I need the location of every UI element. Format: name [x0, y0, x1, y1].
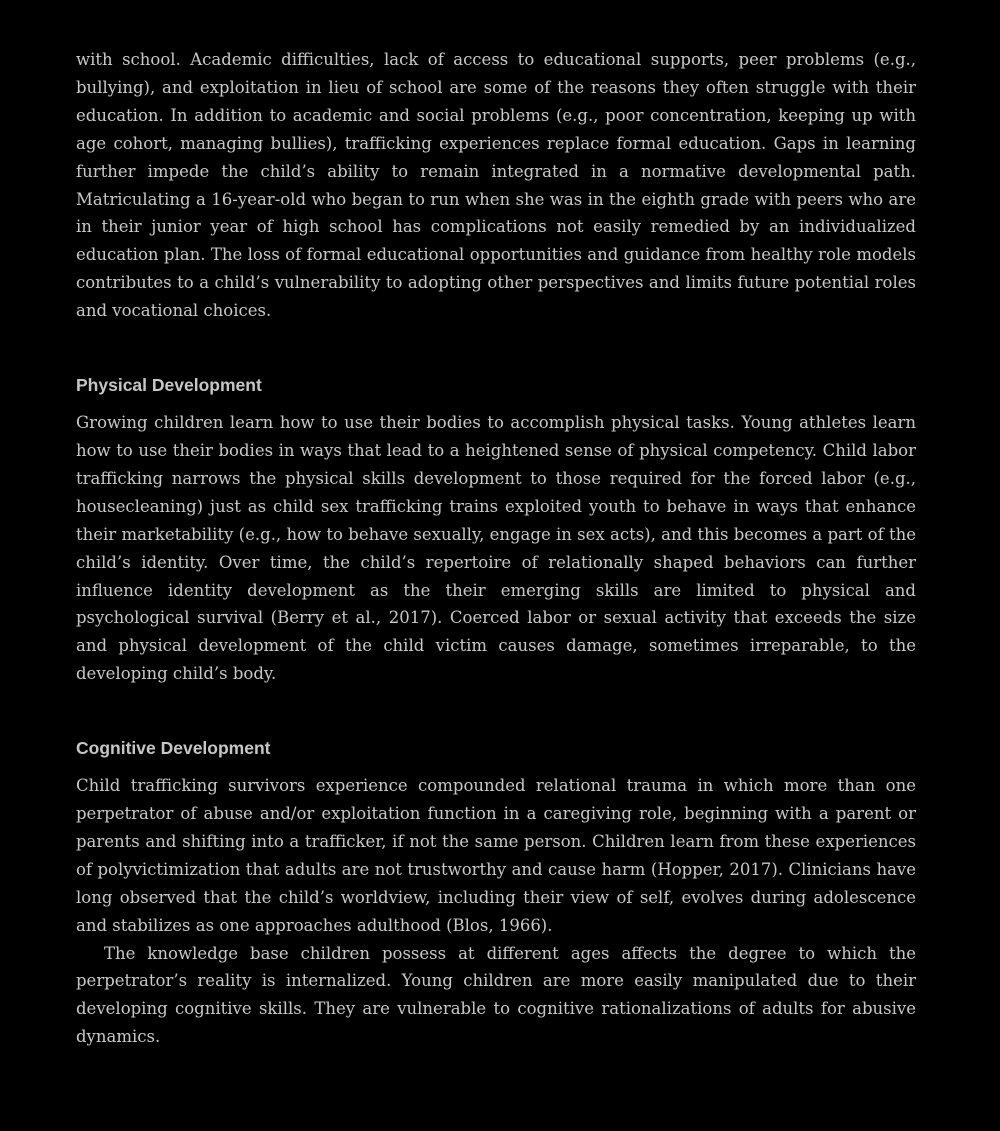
heading-physical-development: Physical Development — [76, 375, 262, 396]
physical-development-paragraph: Growing children learn how to use their bodies to accomplish physical tasks. Young athletes learn how to use their bodies in ways that lead to a heightened sense of physical competency. Child labor trafficking narrows the physical skills development to those required for the forced labor (e.g., housecleaning) just as child sex trafficking trains exploited youth to behave in ways that enhance their marketability (e.g., how to behave sexually, engage in sex acts), and this becomes a part of the child’s identity. Over time, the child’s repertoire of relationally shaped behaviors can further influence identity development as the their emerging skills are limited to physical and psychological survival (Berry et al., 2017). Coerced labor or sexual activity that exceeds the size and physical development of the child victim causes damage, sometimes irreparable, to the developing child’s body. — [76, 413, 916, 684]
intro-paragraph: with school. Academic difficulties, lack of access to educational supports, peer problems (e.g., bullying), and exploitation in lieu of school are some of the reasons they often struggle with their education. In addition to academic and social problems (e.g., poor concentration, keeping up with age cohort, managing bullies), trafficking experiences replace formal education. Gaps in learning further impede the child’s ability to remain integrated in a normative developmental path. Matriculating a 16-year-old who began to run when she was in the eighth grade with peers who are in their junior year of high school has complications not easily remedied by an individualized education plan. The loss of formal educational opportunities and guidance from healthy role models contributes to a child’s vulnerability to adopting other perspectives and limits future potential roles and vocational choices. — [76, 50, 916, 321]
document-page — [76, 46, 916, 1051]
section-spacer — [76, 325, 916, 373]
heading-spacer — [76, 397, 916, 409]
heading-spacer — [76, 760, 916, 772]
heading-cognitive-development: Cognitive Development — [76, 738, 271, 759]
cognitive-development-paragraph-2: The knowledge base children possess at different ages affects the degree to which the perpetrator’s reality is internalized. Young children are more easily manipulated due to their developing cognitive skills. They are vulnerable to cognitive rationalizations of adults for abusive dynamics. — [76, 943, 916, 1047]
section-spacer — [76, 688, 916, 736]
cognitive-development-paragraph-1: Child trafficking survivors experience compounded relational trauma in which more than one perpetrator of abuse and/or exploitation function in a caregiving role, beginning with a parent or parents and shifting into a trafficker, if not the same person. Children learn from these experiences of polyvictimization that adults are not trustworthy and cause harm (Hopper, 2017). Clinicians have long observed that the child’s worldview, including their view of self, evolves during adolescence and stabilizes as one approaches adulthood (Blos, 1966). — [76, 776, 916, 935]
